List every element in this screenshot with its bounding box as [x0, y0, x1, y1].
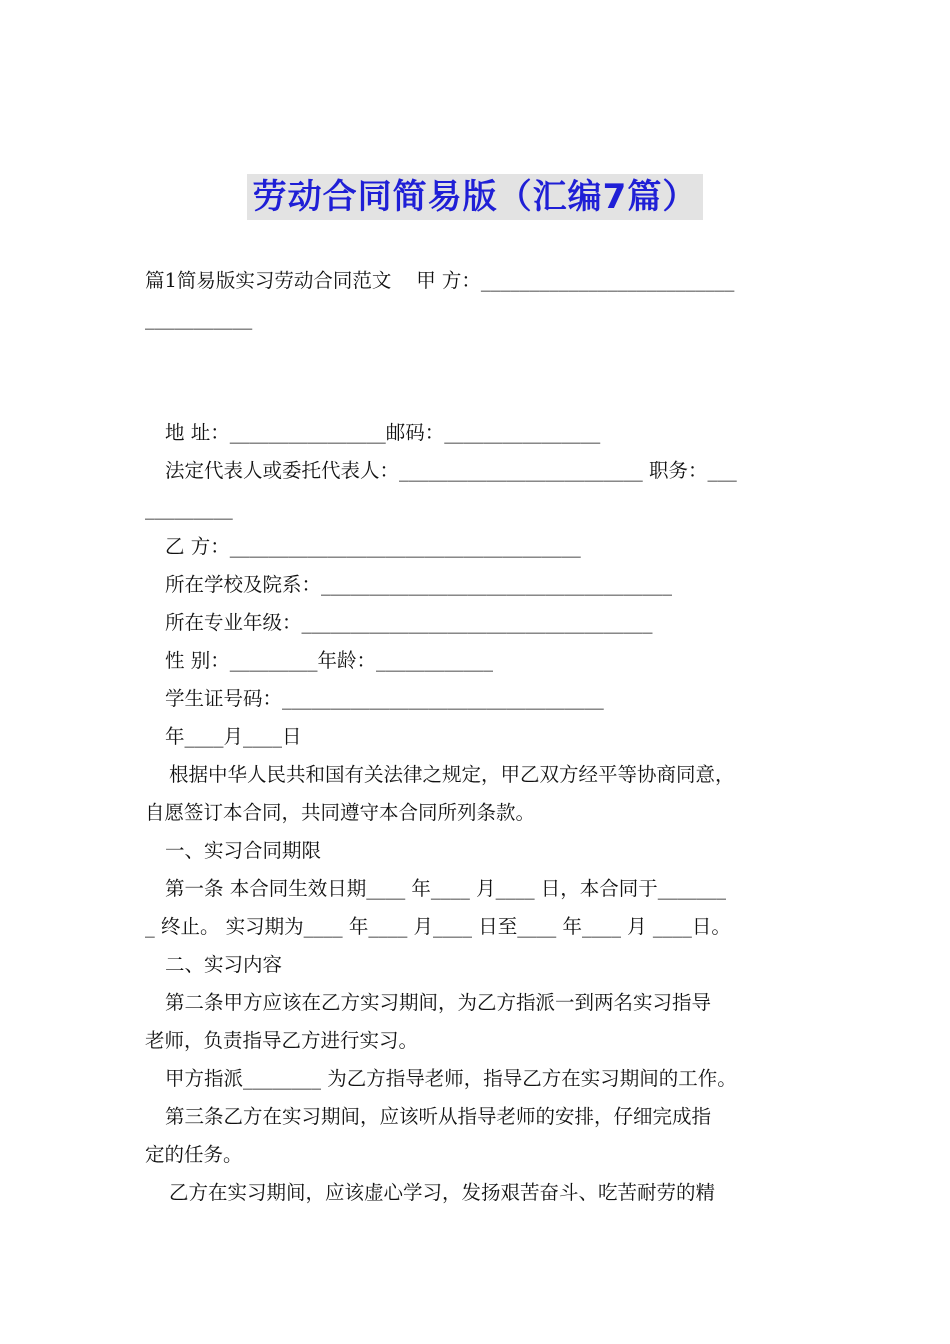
spacer — [145, 338, 810, 414]
article-2-p2: 甲方指派________ 为乙方指导老师，指导乙方在实习期间的工作。 — [165, 1067, 737, 1090]
heading-1: 一、实习合同期限 — [165, 839, 322, 862]
date-line: 年____月____日 — [165, 725, 302, 748]
document-title: 劳动合同简易版（汇编7篇） — [247, 174, 704, 220]
heading-2: 二、实习内容 — [165, 953, 283, 976]
section1-header-cont: ___________ — [145, 307, 253, 330]
section1-header: 篇1简易版实习劳动合同范文 甲 方：__________________________ — [145, 269, 735, 292]
party-b-line: 乙 方：____________________________________ — [165, 535, 581, 558]
representative-line: 法定代表人或委托代表人：_________________________ 职务：___ — [165, 459, 737, 482]
paragraph-1: 根据中华人民共和国有关法律之规定，甲乙双方经平等协商同意， — [169, 763, 735, 786]
article-2: 第二条甲方应该在乙方实习期间，为乙方指派一到两名实习指导 — [165, 991, 712, 1014]
article-1-cont: _ 终止。 实习期为____ 年____ 月____ 日至____ 年____ 月 ____日。 — [145, 915, 731, 938]
student-id-line: 学生证号码：_________________________________ — [165, 687, 604, 710]
representative-line-cont: _________ — [145, 497, 233, 520]
title-wrap — [0, 174, 950, 220]
document-body — [145, 262, 810, 1212]
article-2-cont: 老师，负责指导乙方进行实习。 — [145, 1029, 419, 1052]
article-3-p2: 乙方在实习期间，应该虚心学习，发扬艰苦奋斗、吃苦耐劳的精 — [169, 1181, 716, 1204]
paragraph-1-cont: 自愿签订本合同，共同遵守本合同所列条款。 — [145, 801, 536, 824]
article-1: 第一条 本合同生效日期____ 年____ 月____ 日，本合同于_______ — [165, 877, 727, 900]
school-line: 所在学校及院系：____________________________________ — [165, 573, 673, 596]
gender-age-line: 性 别：_________年龄：____________ — [165, 649, 493, 672]
address-line: 地 址：________________邮码：________________ — [165, 421, 601, 444]
major-line: 所在专业年级：____________________________________ — [165, 611, 653, 634]
article-3-cont: 定的任务。 — [145, 1143, 243, 1166]
article-3: 第三条乙方在实习期间，应该听从指导老师的安排，仔细完成指 — [165, 1105, 712, 1128]
